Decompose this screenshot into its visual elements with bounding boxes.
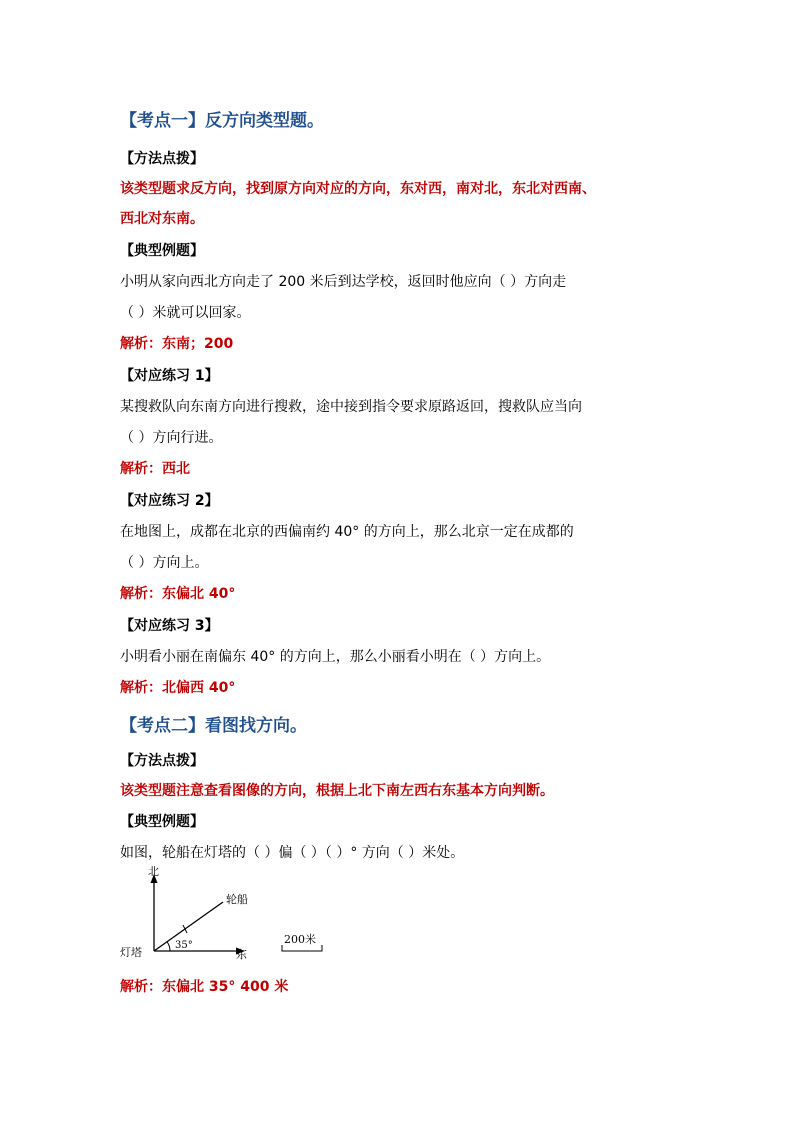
section1-method-label: 【方法点拨】 [120, 151, 204, 167]
exercise2-label: 【对应练习 2】 [120, 493, 219, 509]
angle-label: 35° [175, 940, 193, 951]
section2-example-label: 【典型例题】 [120, 814, 204, 830]
exercise1-question-cont: （ ）方向行进。 [120, 430, 223, 446]
north-label: 北 [148, 865, 159, 878]
section1-example-label: 【典型例题】 [120, 243, 204, 259]
exercise1-label: 【对应练习 1】 [120, 368, 219, 384]
section1-example-question-cont: （ ）米就可以回家。 [120, 305, 251, 321]
section1-example-question: 小明从家向西北方向走了 200 米后到达学校，返回时他应向（ ）方向走 [120, 274, 567, 290]
exercise1-answer: 解析：西北 [120, 461, 190, 477]
section2-method-text: 该类型题注意查看图像的方向，根据上北下南左西右东基本方向判断。 [120, 783, 554, 799]
section1-method-text-cont: 西北对东南。 [120, 211, 204, 227]
section2-method-label: 【方法点拨】 [120, 753, 204, 769]
direction-diagram [120, 865, 340, 970]
exercise1-question: 某搜救队向东南方向进行搜救，途中接到指令要求原路返回，搜救队应当向 [120, 399, 582, 415]
exercise2-answer: 解析：东偏北 40° [120, 586, 236, 602]
lighthouse-label: 灯塔 [120, 946, 142, 959]
exercise3-question: 小明看小丽在南偏东 40° 的方向上，那么小丽看小明在（ ）方向上。 [120, 649, 551, 665]
ray-tick-mark [183, 925, 187, 933]
exercise2-question-cont: （ ）方向上。 [120, 555, 209, 571]
scale-label: 200米 [284, 933, 316, 946]
exercise3-answer: 解析：北偏西 40° [120, 680, 236, 696]
section1-example-answer: 解析：东南；200 [120, 336, 234, 352]
section2-example-answer: 解析：东偏北 35° 400 米 [120, 979, 289, 995]
section2-heading: 【考点二】看图找方向。 [120, 716, 307, 736]
east-label: 东 [236, 948, 247, 961]
angle-arc [167, 942, 170, 951]
section1-method-text: 该类型题求反方向，找到原方向对应的方向，东对西，南对北，东北对西南、 [120, 181, 596, 197]
section2-example-question: 如图，轮船在灯塔的（ ）偏（ ）（ ）° 方向（ ）米处。 [120, 845, 465, 861]
ship-label: 轮船 [226, 893, 248, 906]
exercise3-label: 【对应练习 3】 [120, 618, 219, 634]
exercise2-question: 在地图上，成都在北京的西偏南约 40° 的方向上，那么北京一定在成都的 [120, 524, 574, 540]
section1-heading: 【考点一】反方向类型题。 [120, 111, 324, 131]
